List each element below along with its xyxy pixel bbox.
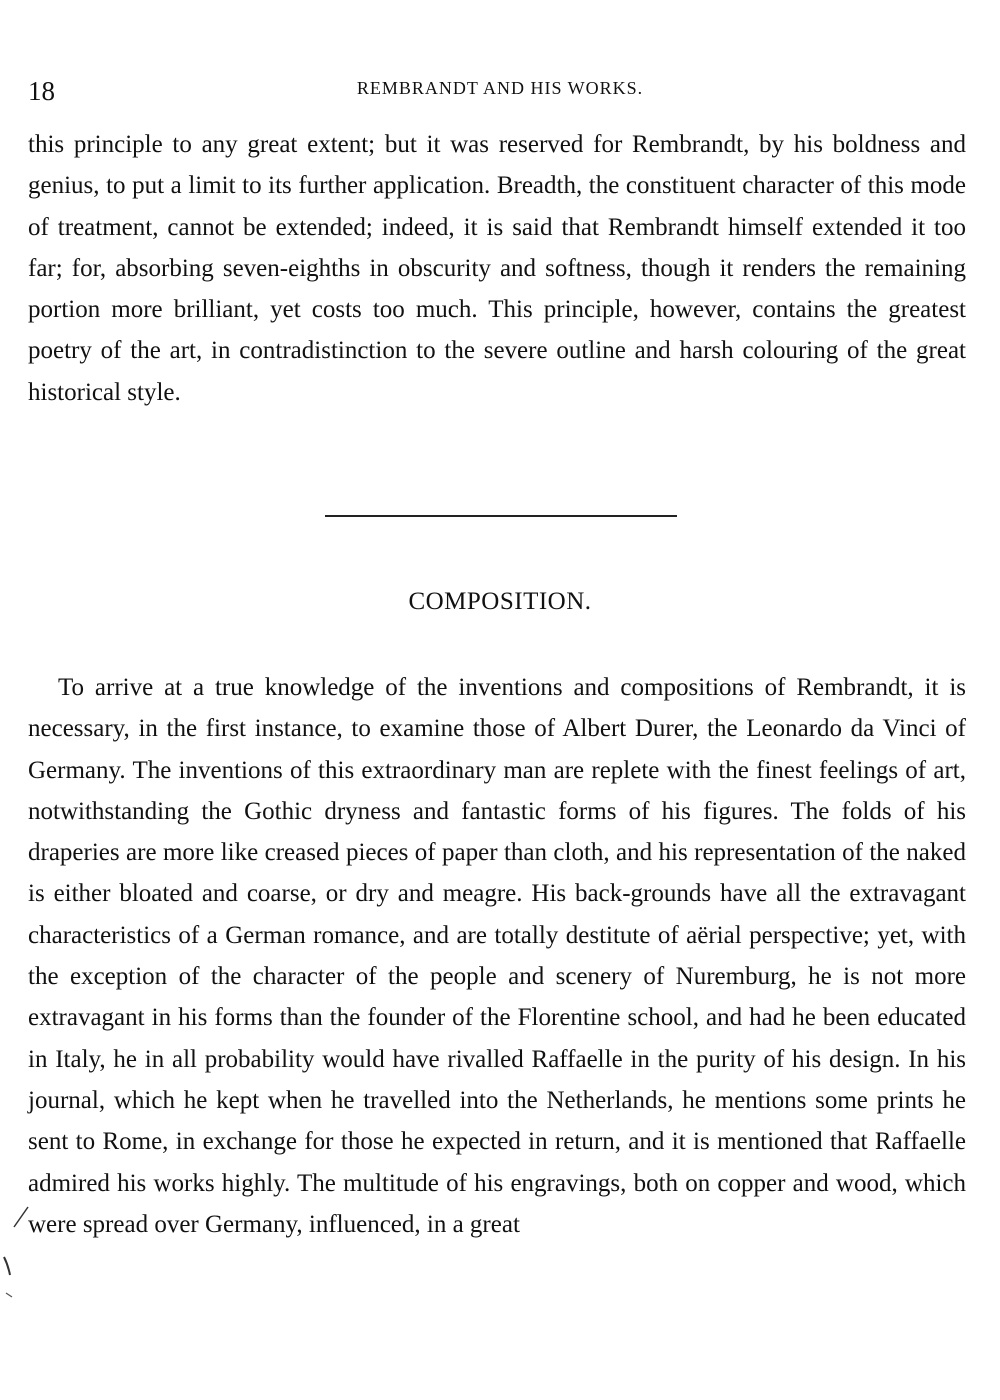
body-paragraph-intro: this principle to any great extent; but it was reserved for Rembrandt, by his boldness and genius, to put a limit to its further application. Breadth, the constituent character of this mode of treatment, cannot be extended; indeed, it is said that Rembrandt himself extended it too far; for, absorbing seven-eighths in obscurity and softness, though it renders the remaining portion more brilliant, yet costs too much. This principle, however, contains the greatest poetry of the art, in contradistinction to the severe outline and harsh colouring of the great historical style. — [28, 131, 966, 406]
section-divider — [325, 515, 677, 517]
body-paragraph-composition: To arrive at a true knowledge of the inventions and compositions of Rembrandt, it is necessary, in the first instance, to examine those of Albert Durer, the Leonardo da Vinci of Germany. The inventions of this extraordinary man are replete with the finest feelings of art, notwithstanding the Gothic dryness and fantastic forms of his figures. The folds of his draperies are more like creased pieces of paper than cloth, and his representation of the naked is either bloated and coarse, or dry and meagre. His back-grounds have all the extravagant characteristics of a German romance, and are totally destitute of aërial perspective; yet, with the exception of the character of the people and scenery of Nuremburg, he is not more extravagant in his forms than the founder of the Florentine school, and had he been educated in Italy, he in all probability would have rivalled Raffaelle in the purity of his design. In his journal, which he kept when he travelled into the Netherlands, he mentions some prints he sent to Rome, in exchange for those he expected in return, and it is mentioned that Raffaelle admired his works highly. The multitude of his engravings, both on copper and wood, which were spread over Germany, influenced, in a great — [28, 674, 966, 1238]
section-heading: COMPOSITION. — [408, 588, 592, 615]
running-title: REMBRANDT AND HIS WORKS. — [356, 78, 644, 98]
pencil-margin-mark — [0, 1205, 30, 1305]
page-number: 18 — [28, 76, 55, 106]
